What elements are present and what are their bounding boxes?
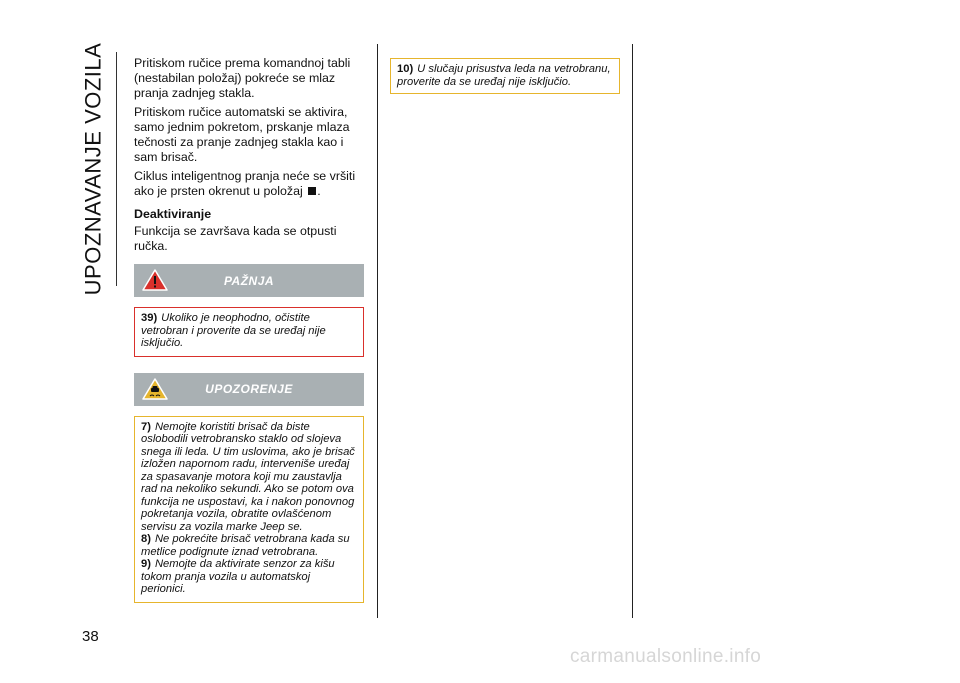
upozorenje-box [134, 416, 364, 603]
deactivation-heading: Deaktiviranje [134, 207, 212, 221]
note-10-box [390, 58, 620, 94]
column-divider-2 [632, 44, 633, 618]
car-skid-icon [142, 377, 168, 401]
pazhnja-box [134, 307, 364, 357]
note-number: 8) [141, 533, 151, 545]
paragraph-2: Pritiskom ručice automatski se aktivira, samo jednim pokretom, prskanje mlaza tečnosti za pranje zadnjeg stakla kao i sam brisač. [134, 105, 350, 164]
paragraph-1: Pritiskom ručice prema komandnoj tabli (nestabilan položaj) pokreće se mlaz pranja zadnjeg stakla. [134, 56, 351, 100]
upozorenje-title: UPOZORENJE [205, 382, 293, 396]
section-title-text: UPOZNAVANJE VOZILA [80, 42, 105, 296]
paragraph-3-text: Ciklus inteligentnog pranja neće se vršiti ako je prsten okrenut u položaj [134, 169, 356, 198]
upozorenje-note-8 [141, 533, 357, 558]
note-10 [397, 63, 613, 88]
section-rule [116, 52, 117, 286]
note-number: 7) [141, 420, 151, 433]
paragraph-4: Funkcija se završava kada se otpusti ručka. [134, 224, 337, 253]
pazhnja-header [134, 264, 364, 297]
square-symbol-icon [308, 187, 316, 195]
note-text: Nemojte da aktivirate senzor za kišu tokom pranja vozila u automatskoj perionici. [141, 558, 335, 595]
warning-triangle-icon [142, 268, 168, 292]
note-text: Ne pokrećite brisač vetrobrana kada su metlice podignute iznad vetrobrana. [141, 533, 350, 558]
pazhnja-title: PAŽNJA [223, 273, 275, 288]
upozorenje-note-9 [141, 558, 357, 596]
note-number: 9) [141, 558, 151, 570]
paragraph-3-end: . [317, 184, 321, 198]
note-text: Ukoliko je neophodno, očistite vetrobran i proverite da se uređaj nije isključio. [141, 312, 326, 349]
section-title [76, 42, 110, 296]
note-text: U slučaju prisustva leda na vetrobranu, proverite da se uređaj nije isključio. [397, 63, 611, 88]
note-number: 39) [141, 312, 158, 324]
watermark: carmanualsonline.info [570, 646, 762, 667]
page-number: 38 [82, 628, 99, 645]
column-1 [134, 56, 364, 603]
column-2 [390, 58, 620, 94]
upozorenje-header [134, 373, 364, 406]
column-divider-1 [377, 44, 378, 618]
note-text: Nemojte koristiti brisač da biste oslobodili vetrobransko staklo od slojeva snega ili leda. U tim uslovima, ako je brisač izložen napornom radu, interveniše uređaj za spasavanje motora koji mu zaustavlja rad na nekoliko sekundi. Ako se potom ova funkcija ne uspostavi, ka i nakon ponovnog pokretanja vozila, obratite ovlašćenom servisu za vozila marke Jeep se. [141, 420, 355, 533]
pazhnja-note [141, 312, 357, 350]
upozorenje-note-7 [141, 421, 357, 534]
note-number: 10) [397, 63, 414, 75]
paragraph-3 [134, 169, 364, 199]
